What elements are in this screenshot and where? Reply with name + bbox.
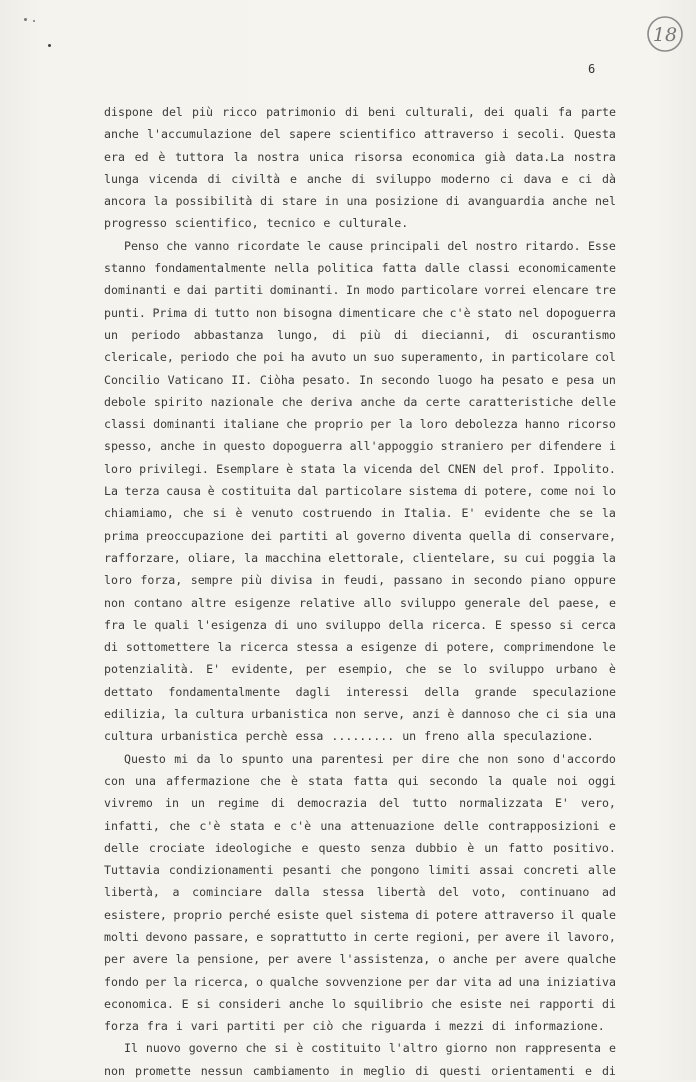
text-line: fondo per la ricerca, o qualche sovvenzione per dar vita ad una iniziativa [104,974,616,989]
text-line: forza fra i vari partiti per ciò che riguarda i mezzi di informazione. [104,1019,605,1034]
text-line: Concilio Vaticano II. Ciòha pesato. In secondo luogo ha pesato e pesa un [104,372,616,387]
text-line: libertà, a cominciare dalla stessa libertà del voto, continuano ad [104,885,616,900]
text-line: classi dominanti italiane che proprio per la loro debolezza hanno ricorso [104,417,616,432]
text-line: progresso scientifico, tecnico e culturale. [104,216,409,231]
stamp-number: 18 [652,24,678,46]
text-line: ancora la possibilità di stare in una posizione di avanguardia anche nel [104,194,616,209]
text-line: economica. E si consideri anche lo squilibrio che esiste nei rapporti di [104,996,616,1011]
text-line: prima preoccupazione dei partiti al governo diventa quella di conservare, [104,528,616,543]
text-line: per avere la pensione, per avere l'assistenza, o anche per avere qualche [104,952,616,967]
text-line: di sottomettere la ricerca stessa a esigenze di potere, comprimendone le [104,640,616,655]
text-line: spesso, anche in questo dopoguerra all'appoggio straniero per difendere i [104,439,616,454]
text-line: anche l'accumulazione del sapere scientifico attraverso i secoli. Questa [104,127,616,142]
text-line: un periodo abbastanza lungo, di più di diecianni, di oscurantismo [104,327,616,342]
text-line: dispone del più ricco patrimonio di beni culturali, dei quali fa parte [104,105,616,119]
text-line: chiamiamo, che si è venuto costruendo in Italia. E' evidente che se la [104,506,616,521]
text-line: edilizia, la cultura urbanistica non serve, anzi è dannoso che ci sia una [104,707,616,722]
text-line: fra le quali l'esigenza di uno sviluppo della ricerca. E spesso si cerca [104,617,616,632]
text-line: clericale, periodo che poi ha avuto un suo superamento, in particolare col [104,350,616,365]
text-line: stanno fondamentalmente nella politica fatta dalle classi economicamente [104,261,616,276]
text-line: non promette nessun cambiamento in meglio di questi orientamenti e di [104,1063,616,1078]
text-line: vivremo in un regime di democrazia del tutto normalizzata E' vero, [104,796,616,811]
text-line: Tuttavia condizionamenti pesanti che pongono limiti assai concreti alle [104,863,616,878]
text-line: lunga vicenda di civiltà e anche di sviluppo moderno ci dava e ci dà [104,171,616,186]
text-line: non contano altre esigenze relative allo sviluppo generale del paese, e [104,595,616,610]
text-line: loro privilegi. Esemplare è stata la vicenda del CNEN del prof. Ippolito. [104,461,616,476]
text-line: loro forza, sempre più divisa in feudi, passano in secondo piano oppure [104,573,616,588]
text-line: punti. Prima di tutto non bisogna dimenticare che c'è stato nel dopoguerra [104,305,616,320]
scan-speck [24,18,27,21]
text-line: dominanti e dai partiti dominanti. In modo particolare vorrei elencare tre [104,283,616,298]
scan-speck [33,20,35,22]
text-line: Il nuovo governo che si è costituito l'altro giorno non rappresenta e [124,1041,616,1056]
text-line: cultura urbanistica perchè essa ......... un freno alla speculazione. [104,729,594,744]
text-line: esistere, proprio perché esiste quel sistema di potere attraverso il quale [104,907,616,922]
text-line: Penso che vanno ricordate le cause principali del nostro ritardo. Esse [124,238,616,253]
text-line: potenzialità. E' evidente, per esempio, che se lo sviluppo urbano è [104,662,616,677]
page-number: 6 [588,62,596,76]
text-line: era ed è tuttora la nostra unica risorsa economica già data.La nostra [104,149,616,164]
text-line: La terza causa è costituita dal particolare sistema di potere, come noi lo [104,484,616,499]
page-stamp-mark [645,14,685,54]
text-line: rafforzare, oliare, la macchina elettorale, clientelare, su cui poggia la [104,550,616,565]
scan-speck [48,44,51,47]
text-line: molti devono passare, e soprattutto in certe regioni, per avere il lavoro, [104,929,616,944]
text-line: debole spirito nazionale che deriva anche da certe caratteristiche delle [104,394,616,409]
text-line: infatti, che c'è stata e c'è una attenuazione delle contrapposizioni e [104,818,616,833]
text-line: delle crociate ideologiche e questo senza dubbio è un fatto positivo. [104,840,616,855]
text-line: Questo mi da lo spunto una parentesi per dire che non sono d'accordo [124,751,616,766]
document-body-text [104,101,616,1082]
text-line: dettato fondamentalmente dagli interessi della grande speculazione [104,684,616,699]
text-line: con una affermazione che è stata fatta qui secondo la quale noi oggi [104,773,616,788]
